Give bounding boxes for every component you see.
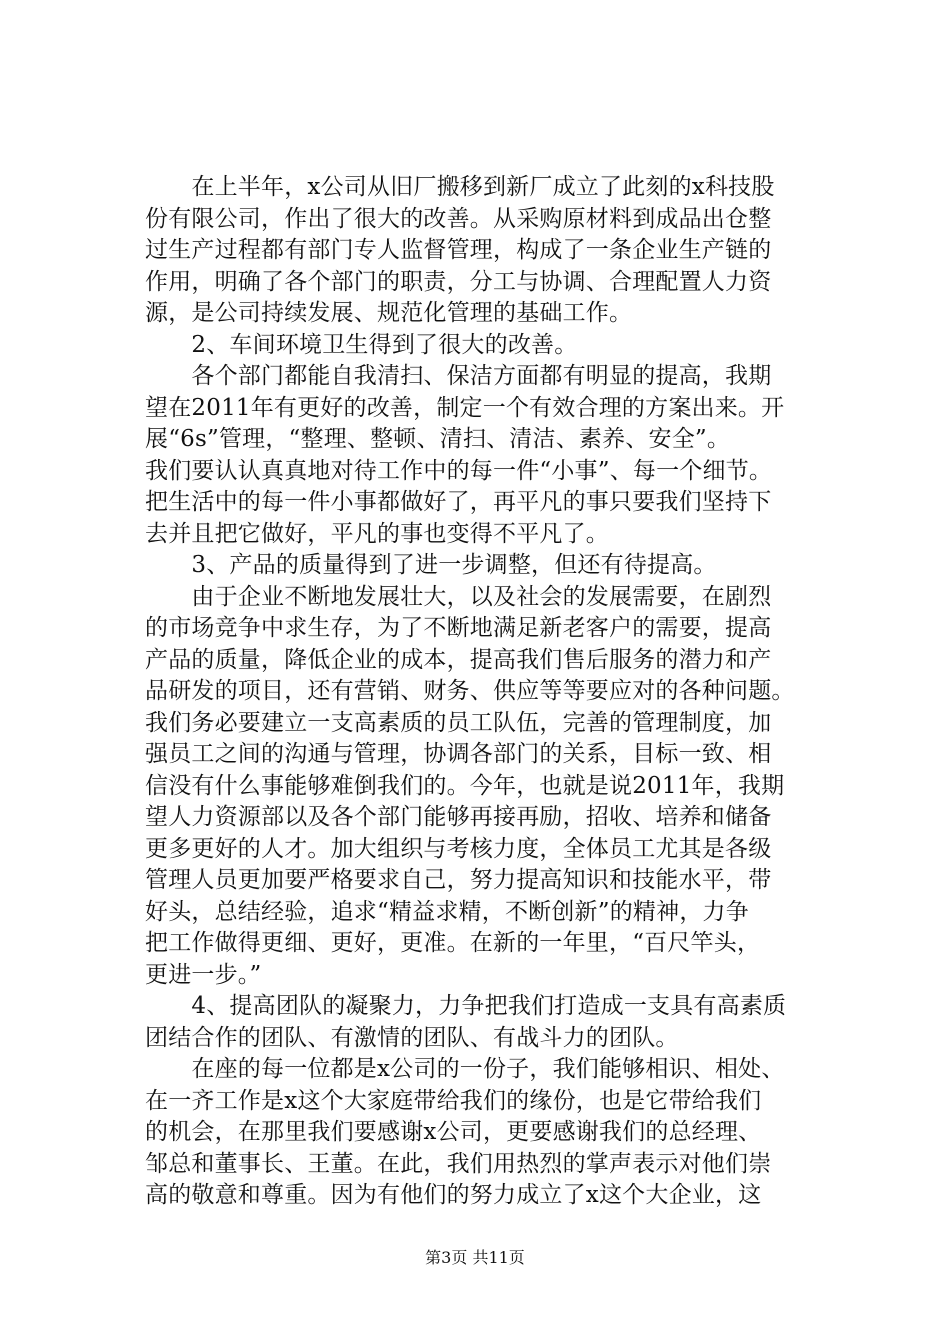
text-line: 邹总和董事长、王董。在此，我们用热烈的掌声表示对他们崇 — [145, 1150, 772, 1177]
text-line: 各个部门都能自我清扫、保洁方面都有明显的提高，我期 — [145, 363, 772, 389]
text-line: 展“6s”管理，“整理、整顿、清扫、清洁、素养、安全”。 — [145, 426, 731, 452]
page-footer: 第3页 共11页 — [425, 1248, 525, 1267]
text-line: 更多更好的人才。加大组织与考核力度，全体员工尤其是各级 — [145, 835, 772, 862]
text-line: 把工作做得更细、更好，更准。在新的一年里，“百尺竿头， — [145, 930, 761, 956]
text-line: 更进一步。” — [145, 961, 262, 988]
text-line: 2、车间环境卫生得到了很大的改善。 — [145, 331, 578, 358]
text-line: 份有限公司，作出了很大的改善。从采购原材料到成品出仓整 — [145, 205, 772, 232]
text-line: 的机会，在那里我们要感谢x公司，更要感谢我们的总经理、 — [145, 1119, 762, 1145]
text-line: 团结合作的团队、有激情的团队、有战斗力的团队。 — [145, 1024, 679, 1051]
text-line: 好头，总结经验，追求“精益求精，不断创新”的精神，力争 — [145, 898, 749, 925]
text-line: 强员工之间的沟通与管理，协调各部门的关系，目标一致、相 — [145, 741, 772, 767]
text-line: 把生活中的每一件小事都做好了，再平凡的事只要我们坚持下 — [145, 489, 772, 515]
text-line: 过生产过程都有部门专人监督管理，构成了一条企业生产链的 — [145, 237, 772, 263]
text-line: 的市场竞争中求生存，为了不断地满足新老客户的需要，提高 — [145, 615, 772, 641]
text-line: 我们务必要建立一支高素质的员工队伍，完善的管理制度，加 — [145, 709, 772, 736]
text-line: 去并且把它做好，平凡的事也变得不平凡了。 — [145, 520, 609, 547]
text-line: 在座的每一位都是x公司的一份子，我们能够相识、相处、 — [145, 1056, 785, 1082]
text-line: 产品的质量，降低企业的成本，提高我们售后服务的潜力和产 — [145, 646, 772, 673]
text-line: 管理人员更加要严格要求自己，努力提高知识和技能水平，带 — [145, 867, 772, 893]
text-line: 4、提高团队的凝聚力，力争把我们打造成一支具有高素质 — [145, 993, 787, 1019]
text-line: 品研发的项目，还有营销、财务、供应等等要应对的各种问题。 — [145, 678, 795, 704]
text-line: 望人力资源部以及各个部门能够再接再励，招收、培养和储备 — [145, 804, 772, 830]
text-line: 由于企业不断地发展壮大，以及社会的发展需要，在剧烈 — [145, 583, 772, 610]
text-line: 高的敬意和尊重。因为有他们的努力成立了x这个大企业，这 — [145, 1182, 762, 1208]
text-line: 作用，明确了各个部门的职责，分工与协调、合理配置人力资 — [145, 268, 772, 295]
text-line: 源，是公司持续发展、规范化管理的基础工作。 — [145, 300, 633, 326]
text-line: 我们要认认真真地对待工作中的每一件“小事”、每一个细节。 — [145, 457, 773, 484]
text-line: 在一齐工作是x这个大家庭带给我们的缘份，也是它带给我们 — [145, 1087, 762, 1114]
text-line: 3、产品的质量得到了进一步调整，但还有待提高。 — [145, 552, 717, 578]
document-body — [145, 172, 835, 1212]
text-line: 信没有什么事能够难倒我们的。今年，也就是说2011年，我期 — [145, 772, 785, 799]
text-line: 望在2011年有更好的改善，制定一个有效合理的方案出来。开 — [145, 394, 785, 421]
text-line: 在上半年，x公司从旧厂搬移到新厂成立了此刻的x科技股 — [145, 174, 775, 200]
